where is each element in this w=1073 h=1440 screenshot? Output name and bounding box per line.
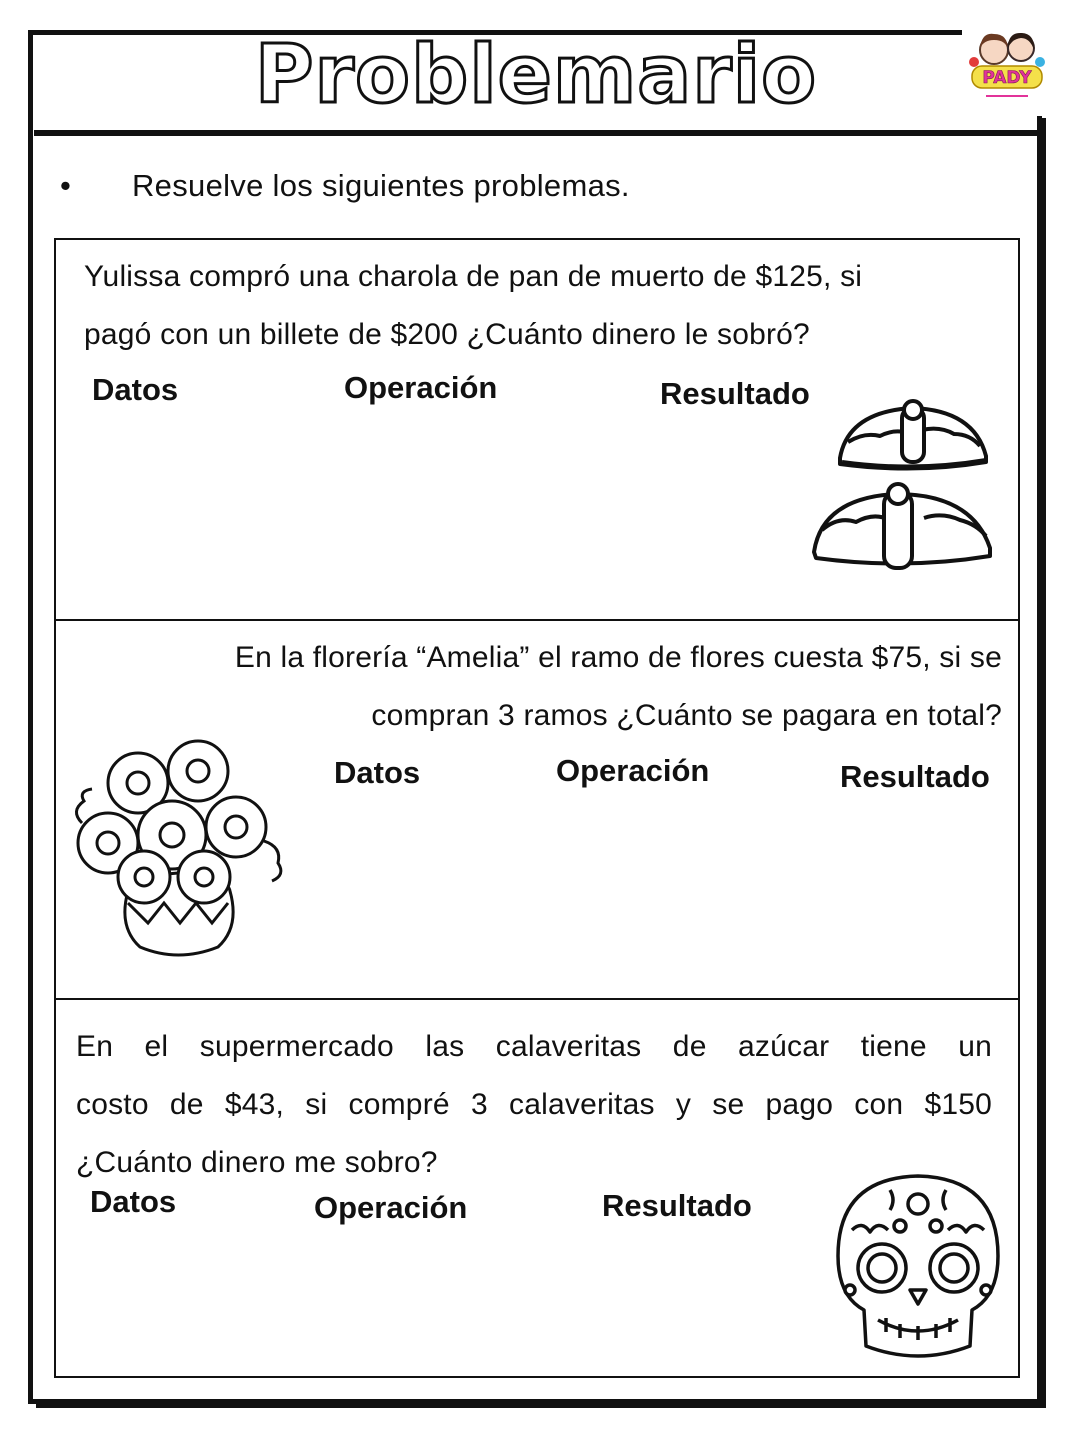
problem-1-text [84, 248, 862, 364]
problem-1-line-2: pagó con un billete de $200 ¿Cuánto dinero le sobró? [84, 318, 810, 351]
header-divider [34, 130, 1042, 136]
problem-3-line-2: costo de $43, si compré 3 calaveritas y se pago con $150 [76, 1088, 992, 1121]
problem-2-text [235, 629, 1002, 745]
bullet: • [60, 168, 72, 203]
page-title [0, 24, 1073, 124]
svg-text:PADY: PADY [982, 68, 1032, 88]
operacion-label: Operación [344, 370, 498, 405]
sugar-skull-icon [830, 1170, 1006, 1370]
problems-box [54, 238, 1020, 1378]
instruction-text: Resuelve los siguientes problemas. [132, 168, 630, 203]
pady-logo [966, 26, 1048, 104]
resultado-label: Resultado [660, 376, 810, 411]
flower-pot-icon [68, 731, 288, 981]
pan-de-muerto-icon [804, 390, 1004, 600]
datos-label: Datos [90, 1184, 177, 1219]
resultado-label: Resultado [602, 1188, 752, 1223]
problem-2 [56, 619, 1018, 998]
problem-1-line-1: Yulissa compró una charola de pan de muerto de $125, si [84, 260, 863, 293]
problem-1 [56, 240, 1018, 619]
datos-label: Datos [92, 372, 179, 407]
operacion-label: Operación [556, 753, 710, 788]
problem-3 [56, 998, 1018, 1376]
problem-2-line-2: compran 3 ramos ¿Cuánto se pagara en total? [371, 699, 1002, 732]
problem-3-text [76, 1018, 992, 1192]
problem-3-line-3: ¿Cuánto dinero me sobro? [76, 1146, 438, 1179]
instruction [60, 168, 630, 204]
problem-2-line-1: En la florería “Amelia” el ramo de flores cuesta $75, si se [234, 641, 1002, 674]
resultado-label: Resultado [840, 759, 990, 794]
problem-3-line-1: En el supermercado las calaveritas de azúcar tiene un [76, 1030, 992, 1063]
datos-label: Datos [334, 755, 421, 790]
operacion-label: Operación [314, 1190, 468, 1225]
svg-text:Problemario: Problemario [254, 28, 818, 121]
